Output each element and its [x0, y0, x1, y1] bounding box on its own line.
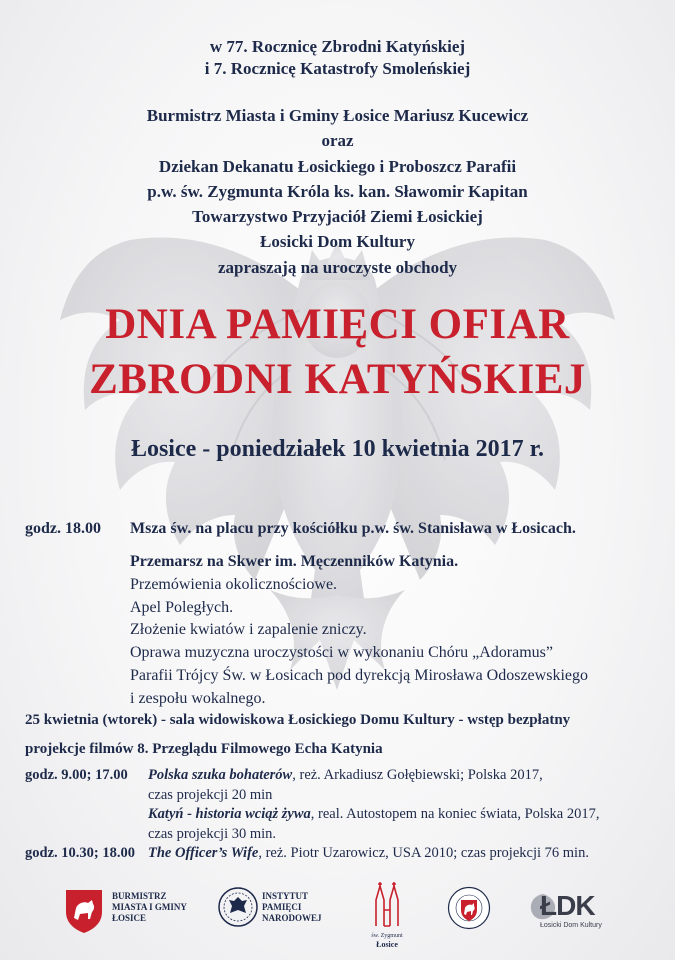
film-duration: czas projekcji 30 min. — [148, 825, 277, 842]
mass-time: godz. 18.00 — [25, 520, 101, 537]
film-title: Polska szuka bohaterów — [148, 767, 293, 783]
burmistrz-logo-text — [112, 891, 187, 924]
mass-description: Msza św. na placu przy kościółku p.w. św. Stanisława w Łosicach. — [130, 520, 576, 537]
program-item-march: Przemarsz na Skwer im. Męczenników Katynia. — [130, 553, 459, 570]
losice-coat-of-arms-icon — [64, 888, 104, 934]
program-item: Przemówienia okolicznościowe. — [130, 575, 338, 593]
invitation-line: zapraszają na uroczyste obchody — [217, 257, 458, 277]
program-item: i zespołu wokalnego. — [130, 689, 266, 707]
parish-logo — [364, 880, 410, 949]
logo-text-line: św. Zygmunt — [371, 933, 403, 939]
films-heading: projekcje filmów 8. Przeglądu Filmowego Echa Katynia — [25, 741, 383, 757]
logo-text-line: INSTYTUT — [262, 891, 309, 901]
organizer-line: Burmistrz Miasta i Gminy Łosice Mariusz Kucewicz — [146, 106, 529, 125]
organizer-line: oraz — [321, 131, 354, 151]
ipn-logo-text — [262, 891, 322, 924]
film-details: , reż. Arkadiusz Gołębiewski; Polska 2017, — [292, 767, 543, 783]
ipn-emblem-icon — [217, 886, 259, 928]
logo-text-line: NARODOWEJ — [262, 913, 322, 923]
film-details: , reż. Piotr Uzarowicz, USA 2010; czas projekcji 76 min. — [258, 845, 589, 861]
ldk-wordmark: ŁDK — [540, 890, 595, 921]
logo-text-line: Łosice — [376, 940, 398, 949]
logo-text-line: PAMIĘCI — [262, 902, 302, 912]
film-entry — [148, 805, 600, 825]
burmistrz-logo — [64, 888, 104, 939]
program-item: Parafii Trójcy Św. w Łosicach pod dyrekcją Mirosława Odoszewskiego — [130, 666, 588, 684]
logo-text-line: BURMISTRZ — [112, 891, 167, 901]
film-entry — [148, 766, 543, 786]
anniversary-line-1: w 77. Rocznicę Zbrodni Katyńskiej — [209, 37, 466, 56]
organizer-line: Dziekan Dekanatu Łosickiego i Proboszcz Parafii — [158, 156, 517, 176]
event-date-line: Łosice - poniedziałek 10 kwietnia 2017 r. — [130, 436, 545, 462]
main-title-line-1: DNIA PAMIĘCI OFIAR — [105, 301, 570, 348]
main-title-line-2: ZBRODNI KATYŃSKIEJ — [89, 356, 586, 403]
program-item: Oprawa muzyczna uroczystości w wykonaniu Chóru „Adoramus” — [130, 644, 553, 662]
film-duration: czas projekcji 20 min — [148, 786, 273, 803]
ipn-logo — [217, 886, 259, 933]
film-time: godz. 10.30; 18.00 — [25, 845, 135, 861]
sponsor-logos — [0, 880, 675, 950]
organizers-block — [0, 103, 675, 280]
ldk-logo — [528, 890, 608, 930]
organizer-line: Towarzystwo Przyjaciół Ziemi Łosickiej — [192, 207, 483, 227]
anniversary-line-2: i 7. Rocznicę Katastrofy Smoleńskiej — [204, 59, 471, 78]
april-event-line: 25 kwietnia (wtorek) - sala widowiskowa Łosickiego Domu Kultury - wstęp bezpłatny — [25, 712, 571, 728]
organizer-line: p.w. św. Zygmunta Króla ks. kan. Sławomir Kapitan — [147, 181, 528, 201]
organizer-line: Łosicki Dom Kultury — [260, 232, 415, 252]
logo-text-line: ŁOSICE — [112, 913, 147, 923]
film-title: The Officer’s Wife — [148, 845, 259, 861]
film-entry — [148, 844, 589, 864]
program-item: Złożenie kwiatów i zapalenie zniczy. — [130, 621, 367, 639]
church-towers-icon — [367, 880, 407, 928]
logo-text-line: MIASTA I GMINY — [112, 902, 187, 912]
tpzl-logo — [447, 886, 491, 935]
film-details: , real. Autostopem na koniec świata, Polska 2017, — [310, 806, 600, 822]
film-time: godz. 9.00; 17.00 — [25, 767, 128, 783]
program-item: Apel Poległych. — [130, 598, 234, 616]
program-list — [130, 551, 588, 711]
ldk-caption: Łosicki Dom Kultury — [540, 922, 602, 929]
film-title: Katyń - historia wciąż żywa — [148, 806, 311, 822]
tpzl-seal-icon — [447, 886, 491, 930]
